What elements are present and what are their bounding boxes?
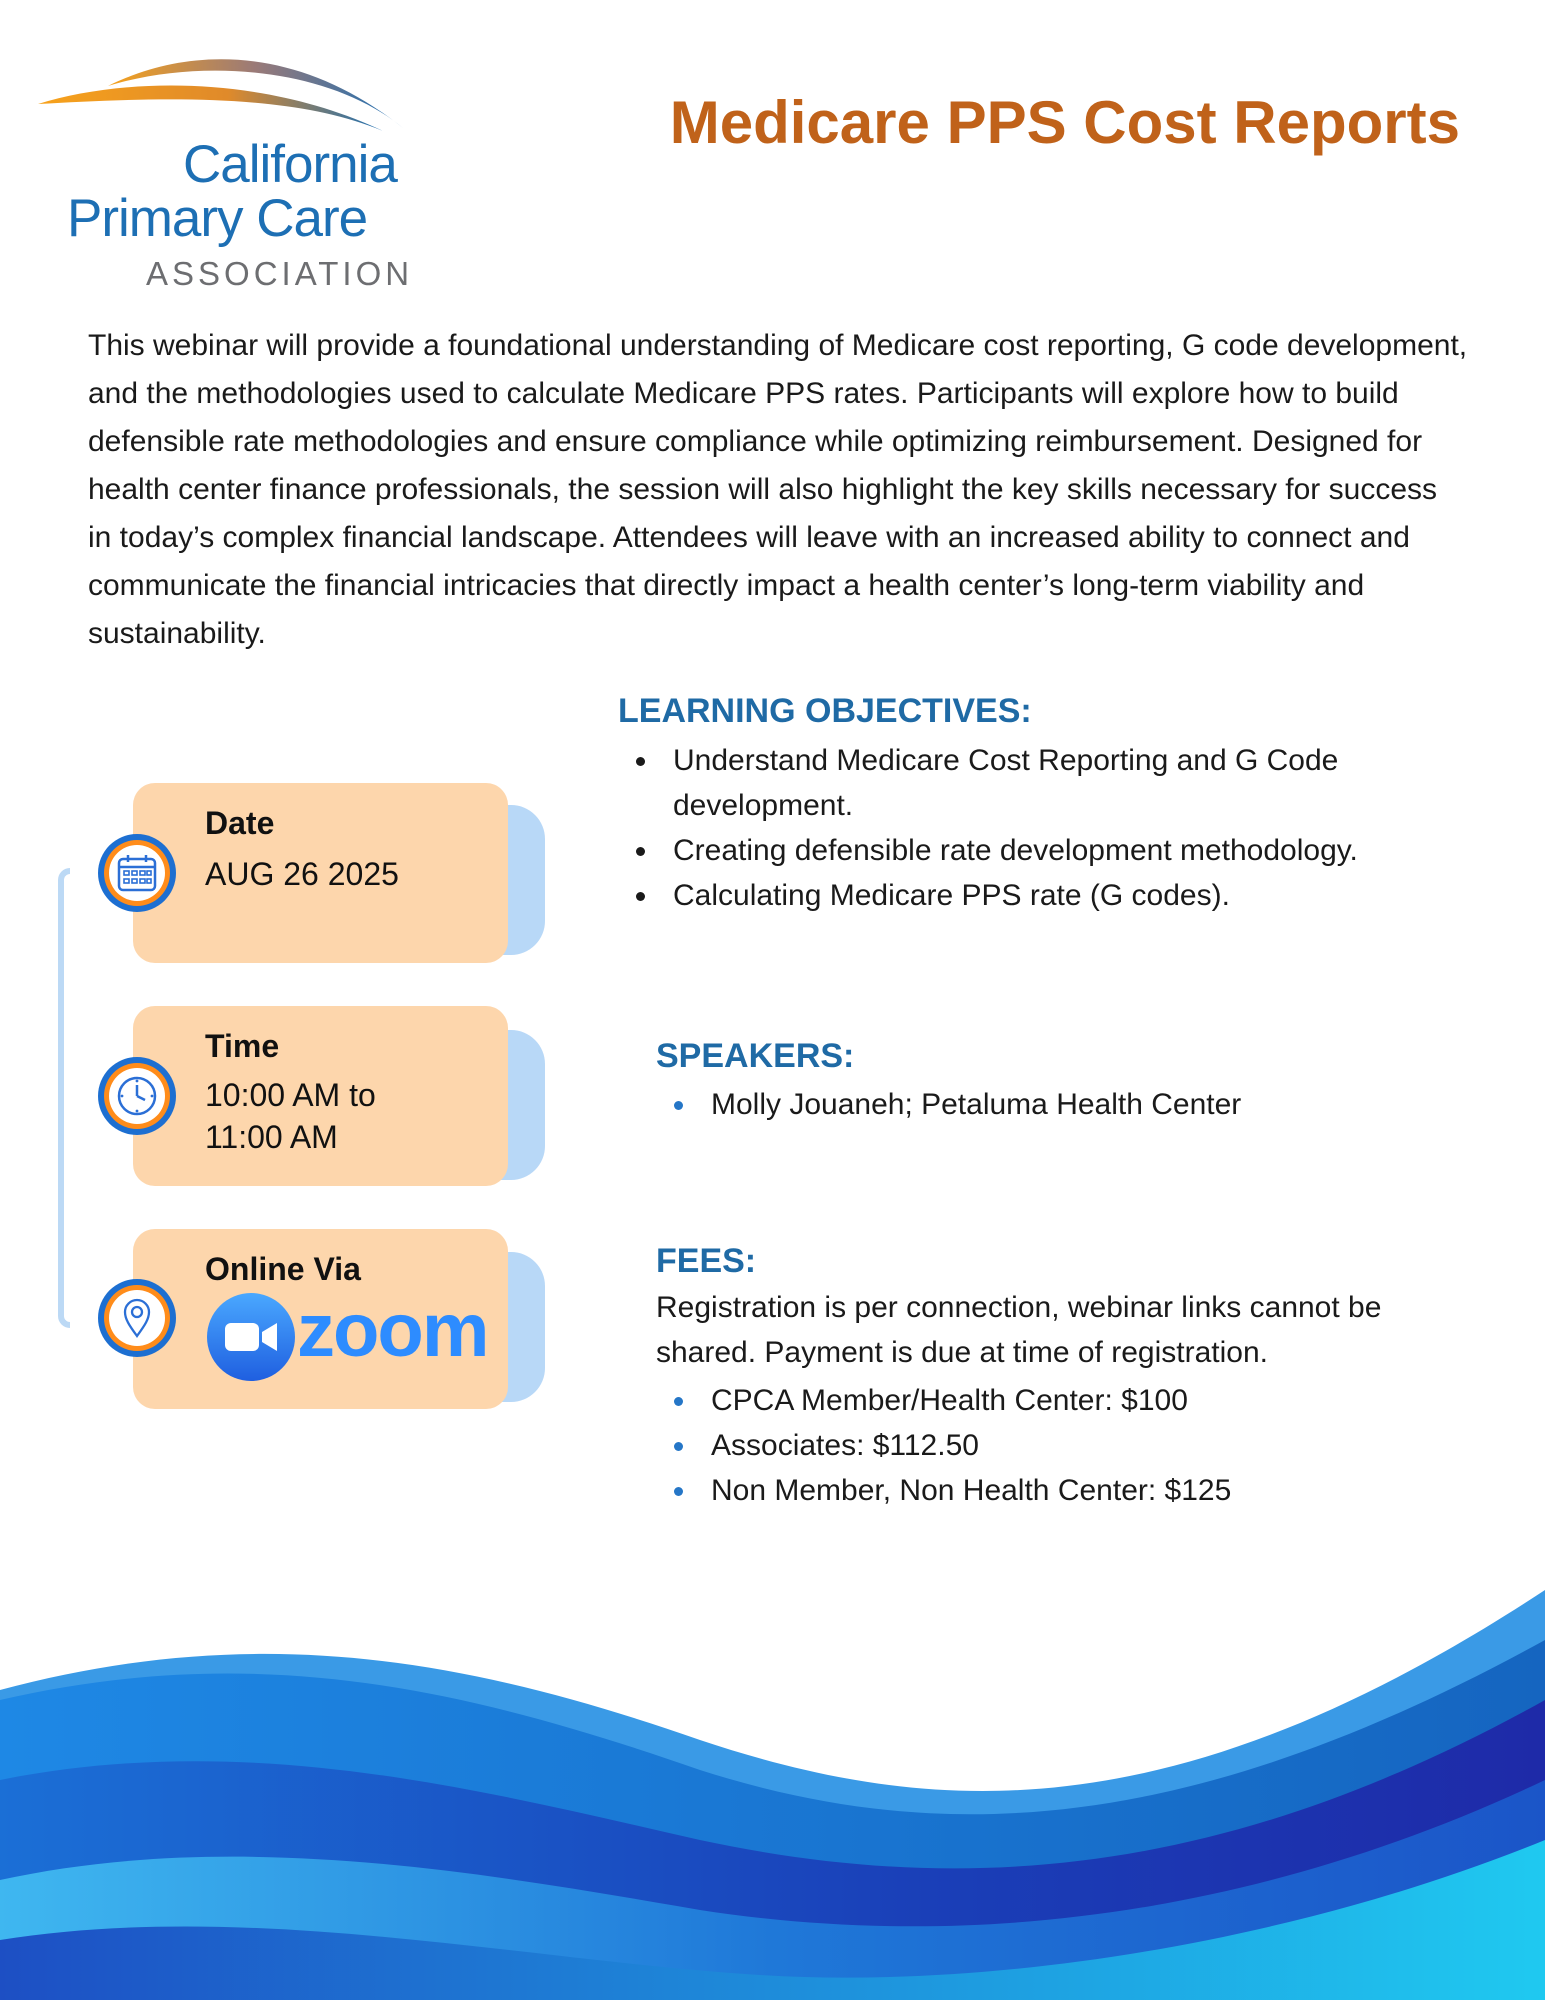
objectives-list [620,738,1430,918]
speakers-list [658,1082,1438,1127]
objectives-heading: LEARNING OBJECTIVES: [618,692,1032,730]
calendar-icon [98,834,176,912]
date-value: AUG 26 2025 [205,856,399,892]
page-title: Medicare PPS Cost Reports [669,89,1460,156]
zoom-camera-icon [205,1291,297,1383]
zoom-wordmark: zoom [297,1288,488,1373]
logo-text-primary-care: Primary Care [67,189,368,248]
date-card [133,783,508,963]
logo-text-california: California [183,135,397,194]
location-pin-icon [98,1279,176,1357]
list-item: Molly Jouaneh; Petaluma Health Center [658,1082,1438,1127]
list-item: Understand Medicare Cost Reporting and G Code development. [620,738,1430,828]
decorative-waves [0,1580,1545,2000]
logo-text-association: ASSOCIATION [146,255,414,292]
intro-paragraph: This webinar will provide a foundational understanding of Medicare cost reporting, G code development, and the methodologies used to calculate Medicare PPS rates. Participants will explore how to build defensible rate methodologies and ensure compliance while optimizing reimbursement. Designed for health center finance professionals, the session will also highlight the key skills necessary for success in today’s complex financial landscape. Attendees will leave with an increased ability to connect and communicate the financial intricacies that directly impact a health center’s long-term viability and sustainability. [88,329,1468,650]
list-item: CPCA Member/Health Center: $100 [658,1378,1438,1423]
speakers-heading: SPEAKERS: [656,1037,855,1075]
time-value [205,1074,376,1158]
cpca-logo [38,36,418,296]
zoom-logo [205,1288,488,1385]
list-item: Non Member, Non Health Center: $125 [658,1468,1438,1513]
list-item: Calculating Medicare PPS rate (G codes). [620,873,1430,918]
fees-heading: FEES: [656,1242,757,1280]
fees-description: Registration is per connection, webinar links cannot be shared. Payment is due at time of registration. [656,1291,1382,1369]
list-item: Creating defensible rate development methodology. [620,828,1430,873]
time-label: Time [205,1028,280,1064]
logo-swoosh-icon [38,36,418,146]
time-start: 10:00 AM to [205,1077,376,1113]
online-card [133,1229,508,1409]
timeline-connector [58,868,70,1328]
clock-icon [98,1057,176,1135]
time-end: 11:00 AM [205,1119,338,1155]
date-label: Date [205,805,275,841]
list-item: Associates: $112.50 [658,1423,1438,1468]
online-via-label: Online Via [205,1251,361,1287]
time-card [133,1006,508,1186]
fees-list [658,1378,1438,1513]
